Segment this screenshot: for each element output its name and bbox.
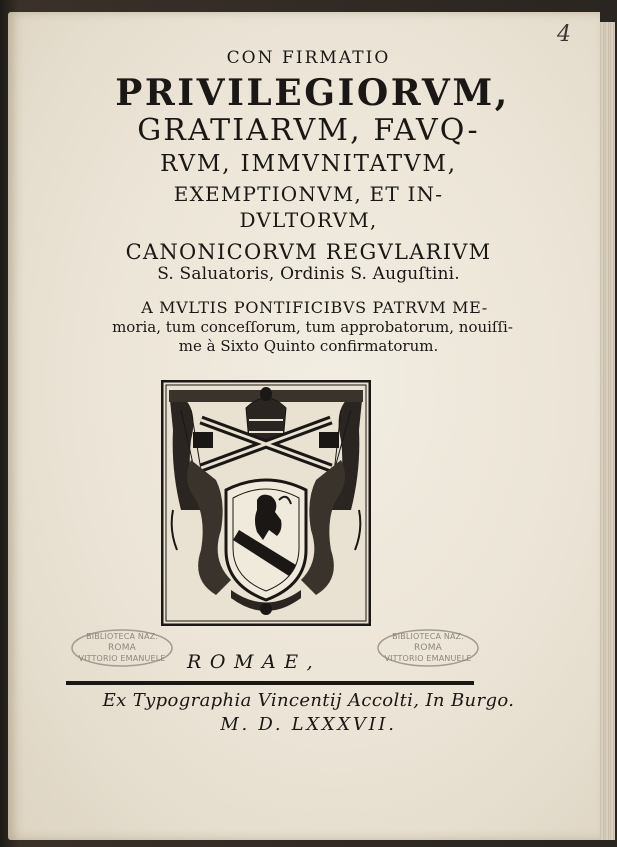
folio-mark: 4 bbox=[557, 22, 571, 47]
stamp-text-3: VITTORIO EMANUELE bbox=[78, 654, 166, 663]
imprint-printer: Ex Typographia Vincentij Accolti, In Burgo. bbox=[102, 690, 515, 711]
stamp-text-1: BIBLIOTECA NAZ. bbox=[86, 632, 158, 641]
imprint-rule bbox=[66, 681, 474, 685]
title-line-9: A MVLTIS PONTIFICIBVS PATRVM ME- bbox=[141, 298, 488, 317]
title-line-3: GRATIARVM, FAVQ- bbox=[137, 113, 480, 148]
library-stamp-left bbox=[70, 628, 174, 668]
library-stamp-right bbox=[376, 628, 480, 668]
title-line-5: EXEMPTIONVM, ET IN- bbox=[173, 182, 444, 206]
title-line-7: CANONICORVM REGVLARIVM bbox=[125, 240, 492, 264]
stamp-text-3: VITTORIO EMANUELE bbox=[384, 654, 472, 663]
title-line-6: DVLTORVM, bbox=[239, 208, 378, 232]
title-line-10: moria, tum conceſſorum, tum approbatorum, nouiſſi- bbox=[112, 318, 513, 336]
title-line-8: S. Saluatoris, Ordinis S. Auguſtini. bbox=[157, 264, 460, 284]
title-line-11: me à Sixto Quinto confirmatorum. bbox=[178, 337, 439, 355]
imprint-place: ROMAE, bbox=[187, 651, 322, 673]
stamp-text-1: BIBLIOTECA NAZ. bbox=[392, 632, 464, 641]
stamp-text-2: ROMA bbox=[108, 643, 136, 653]
imprint-year: M. D. LXXXVII. bbox=[220, 714, 397, 735]
title-line-2: PRIVILEGIORVM, bbox=[115, 72, 510, 114]
title-line-1: CON FIRMATIO bbox=[226, 48, 391, 68]
coat-of-arms-icon bbox=[161, 380, 371, 626]
title-line-4: RVM, IMMVNITATVM, bbox=[160, 151, 457, 177]
stamp-text-2: ROMA bbox=[414, 643, 442, 653]
